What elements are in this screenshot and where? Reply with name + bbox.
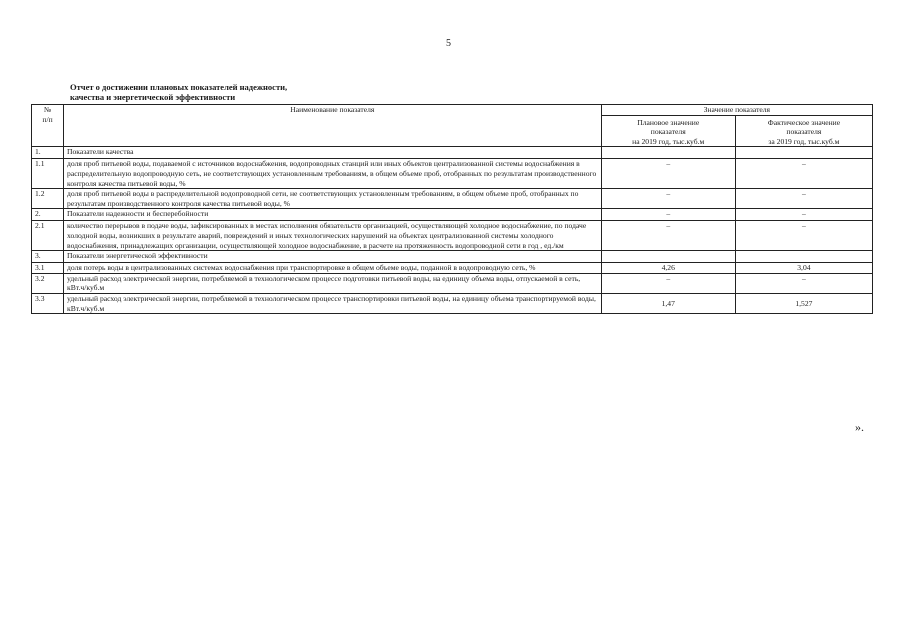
report-title-line-1: Отчет о достижении плановых показателей надежности,	[70, 82, 288, 92]
row-plan-value: 1,47	[601, 293, 735, 313]
row-indicator-name: удельный расход электрической энергии, потребляемой в технологическом процессе подготовки питьевой воды, на единицу объема воды, отпускаемой в сеть, кВт.ч/куб.м	[64, 273, 602, 293]
page-number: 5	[446, 38, 451, 49]
row-indicator-name: количество перерывов в подаче воды, зафиксированных в местах исполнения обязательств организацией, осуществляющей холодное водоснабжение, по подаче холодной воды, возникших в результате аварий, повреждений и иных технологических нарушений на объектах централизованной системы холодного водоснабжения, принадлежащих организации, осуществляющей холодное водоснабжение, в расчете на протяженность водопроводной сети в год , ед./км	[64, 221, 602, 251]
header-number	[32, 105, 64, 147]
header-plan-line-2: показателя	[650, 127, 686, 137]
row-number: 1.	[32, 147, 64, 159]
row-plan-value: –	[601, 273, 735, 293]
row-indicator-name: доля потерь воды в централизованных системах водоснабжения при транспортировке в общем объеме воды, поданной в водопроводную сеть, %	[64, 263, 602, 274]
table-row	[32, 293, 873, 313]
row-fact-value: 1,527	[735, 293, 872, 313]
report-title-line-2: качества и энергетической эффективности	[70, 92, 236, 102]
row-fact-value: –	[735, 273, 872, 293]
row-indicator-name: доля проб питьевой воды в распределительной водопроводной сети, не соответствующих установленным требованиям, в общем объеме проб, отобранных по результатам производственного контроля качества питьевой воды, %	[64, 189, 602, 209]
header-value-group: Значение показателя	[601, 105, 872, 116]
row-plan-value: –	[601, 221, 735, 251]
row-fact-value: –	[735, 189, 872, 209]
table-row	[32, 209, 873, 221]
row-number: 3.3	[32, 293, 64, 313]
row-indicator-name: доля проб питьевой воды, подаваемой с источников водоснабжения, водопроводных станций или иных объектов централизованной системы водоснабжения в распределительную водопроводную сеть, не соответствующих установленным требованиям, в общем объеме проб, отобранных по результатам производственного контроля качества питьевой воды, %	[64, 159, 602, 189]
header-fact-value	[735, 115, 872, 147]
row-fact-value: –	[735, 209, 872, 221]
header-plan-line-3: на 2019 год, тыс.куб.м	[632, 136, 705, 146]
row-plan-value: –	[601, 189, 735, 209]
row-number: 1.2	[32, 189, 64, 209]
header-fact-line-3: за 2019 год, тыс.куб.м	[768, 136, 840, 146]
header-number-symbol: №	[43, 105, 52, 114]
header-plan-value	[601, 115, 735, 147]
row-plan-value	[601, 251, 735, 263]
row-plan-value	[601, 147, 735, 159]
report-title	[70, 82, 287, 102]
header-indicator-name: Наименование показателя	[64, 105, 602, 147]
header-plan-line-1: Плановое значение	[637, 117, 700, 127]
row-plan-value: –	[601, 159, 735, 189]
table-row	[32, 251, 873, 263]
header-fact-line-1: Фактическое значение	[767, 117, 841, 127]
table-header-row	[32, 105, 873, 116]
row-number: 2.1	[32, 221, 64, 251]
indicators-table	[31, 104, 873, 314]
row-number: 3.	[32, 251, 64, 263]
row-number: 3.1	[32, 263, 64, 274]
row-number: 3.2	[32, 273, 64, 293]
row-plan-value: 4,26	[601, 263, 735, 274]
row-plan-value: –	[601, 209, 735, 221]
closing-quote-mark: ».	[855, 420, 864, 434]
row-indicator-name: Показатели энергетической эффективности	[64, 251, 602, 263]
row-fact-value	[735, 251, 872, 263]
header-number-label: п/п	[42, 114, 53, 124]
row-indicator-name: Показатели качества	[64, 147, 602, 159]
row-indicator-name: удельный расход электрической энергии, потребляемой в технологическом процессе транспортировки питьевой воды, на единицу объема транспортируемой воды, кВт.ч/куб.м	[64, 293, 602, 313]
row-fact-value: –	[735, 159, 872, 189]
table-row	[32, 263, 873, 274]
row-number: 1.1	[32, 159, 64, 189]
row-fact-value: 3,04	[735, 263, 872, 274]
row-fact-value	[735, 147, 872, 159]
row-indicator-name: Показатели надежности и бесперебойности	[64, 209, 602, 221]
table-row	[32, 189, 873, 209]
table-row	[32, 221, 873, 251]
table-row	[32, 273, 873, 293]
table-row	[32, 147, 873, 159]
row-number: 2.	[32, 209, 64, 221]
header-fact-line-2: показателя	[786, 127, 822, 137]
table-row	[32, 159, 873, 189]
row-fact-value: –	[735, 221, 872, 251]
